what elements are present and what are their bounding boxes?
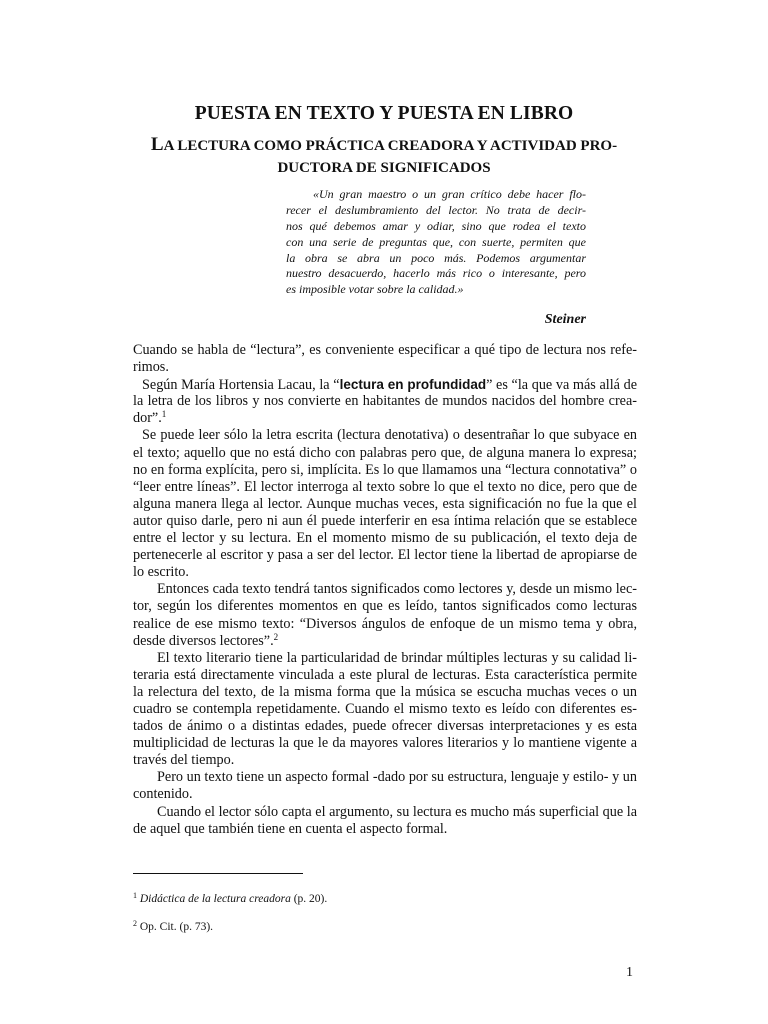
footnote-number: 1: [133, 891, 137, 900]
body-line: la relectura del texto, de la misma forma que la música se escucha muchas veces o un: [133, 683, 637, 700]
epigraph-line: «Un gran maestro o un gran crítico debe hacer flo-: [313, 187, 586, 201]
body-line: tados de ánimo o a distintas edades, puede ofrecer diversas interpretaciones y es esta: [133, 718, 637, 735]
body-line: Cuando se habla de “lectura”, es conveniente especificar a qué tipo de lectura nos refe-: [133, 342, 637, 358]
body-line: autor quiso darle, pero ni aun él puede interferir en esa íntima relación que se establece: [133, 512, 637, 529]
footnote-1: [133, 893, 327, 905]
footnote-text: (p. 20).: [290, 893, 328, 905]
footnote-book-title: Didáctica de la lectura creadora: [139, 893, 291, 905]
epigraph-author: Steiner: [544, 312, 586, 327]
body-line: alguna manera llega al lector. Aunque muchas veces, esta significación no fue la que el: [133, 495, 637, 512]
body-line: El texto literario tiene la particularidad de brindar múltiples lecturas y su calidad li-: [157, 649, 637, 666]
emphasis-text: lectura en profundidad: [339, 377, 487, 393]
body-line: de aquel que también tiene en cuenta el aspecto formal.: [133, 820, 448, 837]
text-run: ” es “la que va más allá de: [486, 377, 637, 394]
subtitle-line-1: A LECTURA COMO PRÁCTICA CREADORA Y ACTIVIDAD PRO-: [163, 138, 618, 154]
epigraph-line: es imposible votar sobre la calidad.»: [286, 282, 464, 297]
body-line: Entonces cada texto tendrá tantos significados como lectores y, desde un mismo lec-: [157, 581, 637, 598]
body-text: [133, 342, 637, 838]
body-line: [133, 410, 637, 427]
body-line: no en forma explícita, pero si, implícita. Es lo que llamamos una “lectura connotativa” o: [133, 461, 637, 478]
body-line: [133, 633, 637, 650]
body-line: cuadro se contempla repetidamente. Cuando el mismo texto es leído con diferentes es-: [133, 700, 637, 717]
body-line: través del tiempo.: [133, 752, 235, 769]
body-line: Cuando el lector sólo capta el argumento, su lectura es mucho más superficial que la: [157, 803, 637, 820]
footnote-ref: 1: [161, 409, 167, 420]
epigraph-line: con una serie de preguntas que, con suerte, permiten que: [286, 234, 586, 249]
body-line: teraria está directamente vinculada a este plural de lecturas. Esta característica permite: [133, 666, 637, 683]
epigraph-line: la obra se abra un poco más. Podemos argumentar: [286, 250, 586, 265]
epigraph-line: recer el deslumbramiento del lector. No trata de decir-: [286, 202, 586, 217]
body-line: [133, 376, 637, 393]
subtitle-line-2: DUCTORA DE SIGNIFICADOS: [277, 160, 491, 176]
body-line: lo escrito.: [133, 564, 189, 581]
text-run: dor”.: [133, 410, 162, 427]
body-line: realice de ese mismo texto: “Diversos ángulos de enfoque de un mismo tema y obra,: [133, 615, 637, 632]
body-line: Se puede leer sólo la letra escrita (lectura denotativa) o desentrañar lo que subyace en: [142, 427, 637, 444]
body-line: rimos.: [133, 359, 169, 376]
footnote-separator: [133, 873, 303, 874]
body-line: pertenecerle al escritor y pasa a ser del lector. El lector tiene la libertad de apropiarse de: [133, 547, 637, 564]
page-subtitle: [128, 134, 640, 179]
body-line: tor, según los diferentes momentos en que es leído, tantos significados como lecturas: [133, 598, 637, 615]
page-title: PUESTA EN TEXTO Y PUESTA EN LIBRO: [194, 103, 574, 124]
body-line: Pero un texto tiene un aspecto formal -dado por su estructura, lenguaje y estilo- y un: [157, 769, 637, 786]
body-line: la letra de los libros y nos convierte en habitantes de mundos nacidos del hombre crea-: [133, 393, 637, 410]
footnote-text: Op. Cit. (p. 73).: [137, 921, 214, 933]
text-run: Según María Hortensia Lacau, la “: [142, 377, 340, 394]
body-line: contenido.: [133, 786, 193, 803]
body-line: multiplicidad de lecturas la que le da mayores valores literarios y lo mantiene vigente a: [133, 735, 637, 752]
footnote-ref: 2: [273, 631, 279, 642]
epigraph-quote: [286, 187, 586, 298]
body-line: “leer entre líneas”. El lector interroga al texto sobre lo que el texto no dice, pero que de: [133, 478, 637, 495]
epigraph-line: nos qué debemos amar y odiar, sino que rodea el texto: [286, 218, 586, 233]
footnote-number: 2: [133, 919, 137, 928]
subtitle-initial: L: [150, 134, 164, 155]
body-line: entre el lector y su lectura. En el momento mismo de su publicación, el texto deja de: [133, 530, 637, 547]
text-run: desde diversos lectores”.: [133, 632, 274, 649]
body-line: el texto; aquello que no está dicho con palabras pero que, de alguna manera lo expresa;: [133, 444, 637, 461]
footnote-2: [133, 921, 213, 933]
epigraph-line: nuestro desacuerdo, hacerlo más rico o interesante, pero: [286, 266, 586, 281]
page-number: 1: [626, 965, 633, 980]
